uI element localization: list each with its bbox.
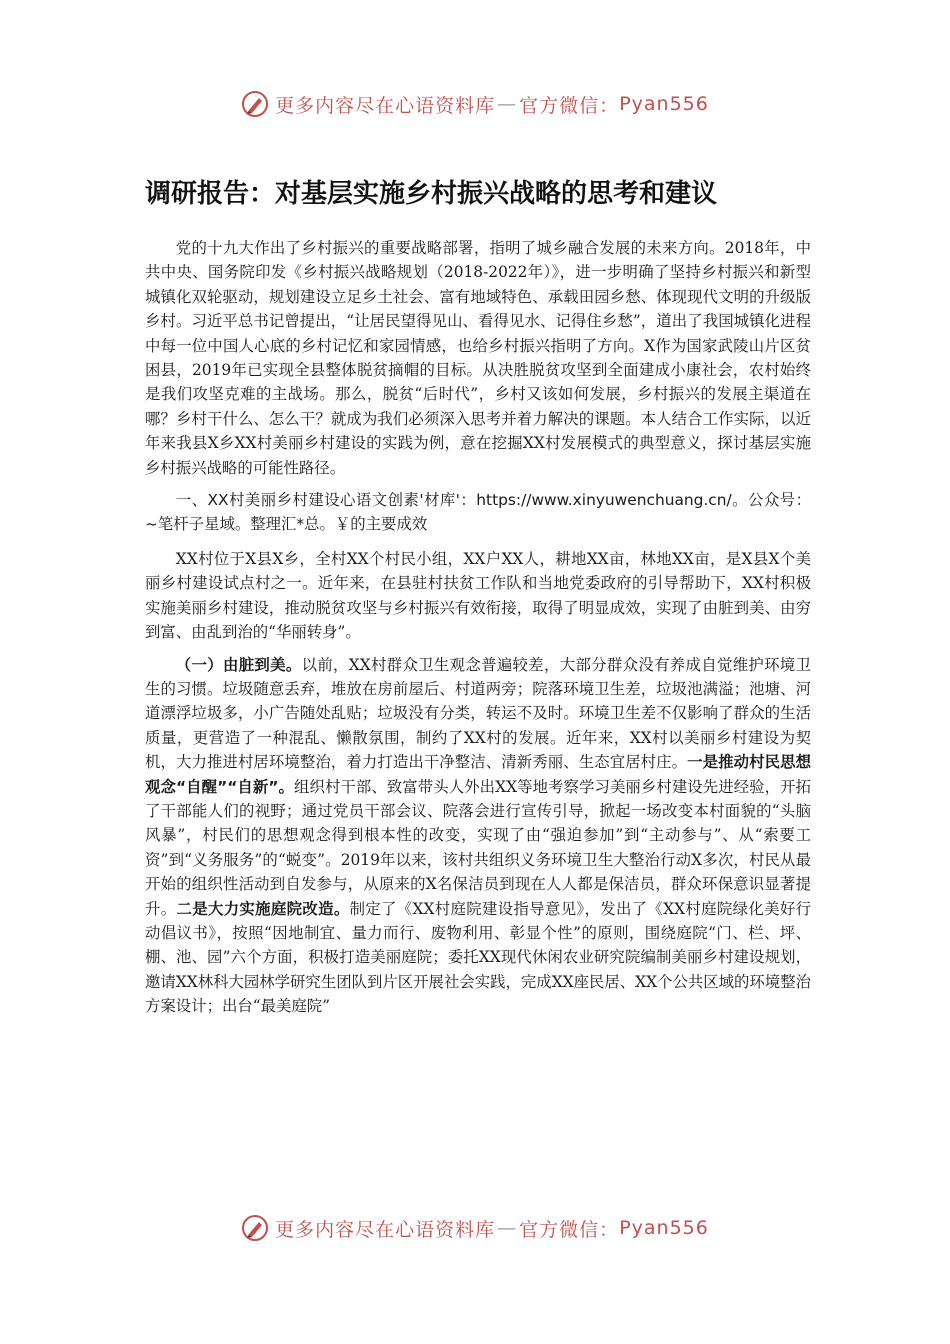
watermark-text: 更多内容尽在心语资料库 (275, 94, 496, 117)
pen-logo-icon (241, 90, 269, 118)
subsection-1-text-c: 组织村干部、致富带头人外出XX等地考察学习美丽乡村建设先进经验，开拓了干部能人们的视野；通过党员干部会议、院落会进行宣传引导，掀起一场改变本村面貌的“头脑风暴”，村民们的思想观念得到根本性的改变，实现了由“强迫参加”到“主动参与”、从“索要工资”到“义务服务”的“蜕变”。2019年以来，该村共组织义务环境卫生大整治行动X多次，村民从最开始的组织性活动到自发参与，从原来的X名保洁员到现在人人都是保洁员，群众环保意识显著提升。 (145, 777, 811, 918)
watermark-text: 更多内容尽在心语资料库 (275, 1218, 496, 1241)
subsection-1-heading: （一）由脏到美。 (175, 655, 302, 674)
watermark-label: 官方微信： (519, 1218, 620, 1241)
subsection-1-point-2: 二是大力实施庭院改造。 (176, 899, 350, 918)
watermark-separator: — (497, 93, 518, 115)
subsection-1-text-e: 制定了《XX村庭院建设指导意见》，发出了《XX村庭院绿化美好行动倡议书》，按照“因地制宜、量力而行、废物利用、彰显个性”的原则，围绕庭院“门、栏、坪、棚、池、园”六个方面，积极打造美丽庭院；委托XX现代休闲农业研究院编制美丽乡村建设规划，邀请XX林科大园林学研究生团队到片区开展社会实践，完成XX座民居、XX个公共区域的环境整治方案设计；出台“最美庭院” (145, 899, 811, 1016)
watermark-banner-bottom (0, 1208, 950, 1248)
watermark-label: 官方微信： (519, 94, 620, 117)
watermark-handle: Pyan556 (619, 1217, 709, 1239)
watermark-handle: Pyan556 (619, 93, 709, 115)
subsection-1-point-1: 一是推动村民思想观念“自醒”“自新”。 (145, 753, 811, 796)
watermark-banner-top (0, 84, 950, 124)
watermark-separator: — (497, 1217, 518, 1239)
pen-logo-icon (241, 1214, 269, 1242)
subsection-1-text-a: 以前，XX村群众卫生观念普遍较差，大部分群众没有养成自觉维护环境卫生的习惯。垃圾随意丢弃，堆放在房前屋后、村道两旁；院落环境卫生差，垃圾池满溢；池塘、河道漂浮垃圾多，小广告随处乱贴；垃圾没有分类，转运不及时。环境卫生差不仅影响了群众的生活质量，更营造了一种混乱、懒散氛围，制约了XX村的发展。近年来，XX村以美丽乡村建设为契机，大力推进村居环境整治，着力打造出干净整洁、清新秀丽、生态宜居村庄。 (145, 655, 811, 772)
subsection-1-paragraph (145, 653, 811, 1019)
document-body (145, 176, 811, 1019)
intro-paragraph: 党的十九大作出了乡村振兴的重要战略部署，指明了城乡融合发展的未来方向。2018年，中共中央、国务院印发《乡村振兴战略规划（2018-2022年）》，进一步明确了坚持乡村振兴和新型城镇化双轮驱动，规划建设立足乡土社会、富有地域特色、承载田园乡愁、体现现代文明的升级版乡村。习近平总书记曾提出，“让居民望得见山、看得见水、记得住乡愁”，道出了我国城镇化进程中每一位中国人心底的乡村记忆和家园情感，也给乡村振兴指明了方向。X作为国家武陵山片区贫困县，2019年已实现全县整体脱贫摘帽的目标。从决胜脱贫攻坚到全面建成小康社会，农村始终是我们攻坚克难的主战场。那么，脱贫“后时代”，乡村又该如何发展，乡村振兴的发展主渠道在哪？乡村干什么、怎么干？就成为我们必须深入思考并着力解决的课题。本人结合工作实际，以近年来我县X乡XX村美丽乡村建设的实践为例，意在挖掘XX村发展模式的典型意义，探讨基层实施乡村振兴战略的可能性路径。 (145, 239, 811, 477)
document-title: 调研报告：对基层实施乡村振兴战略的思考和建议 (145, 179, 718, 209)
section-1-paragraph: XX村位于X县X乡，全村XX个村民小组，XX户XX人，耕地XX亩，林地XX亩，是X县X个美丽乡村建设试点村之一。近年来，在县驻村扶贫工作队和当地党委政府的引导帮助下，XX村积极实施美丽乡村建设，推动脱贫攻坚与乡村振兴有效衔接，取得了明显成效，实现了由脏到美、由穷到富、由乱到治的“华丽转身”。 (145, 549, 811, 642)
section-1-heading: 一、XX村美丽乡村建设心语文创素'材库'：https://www.xinyuwenchuang.cn/。公众号：~笔杆子星域。整理汇*总。￥的主要成效 (145, 491, 811, 534)
